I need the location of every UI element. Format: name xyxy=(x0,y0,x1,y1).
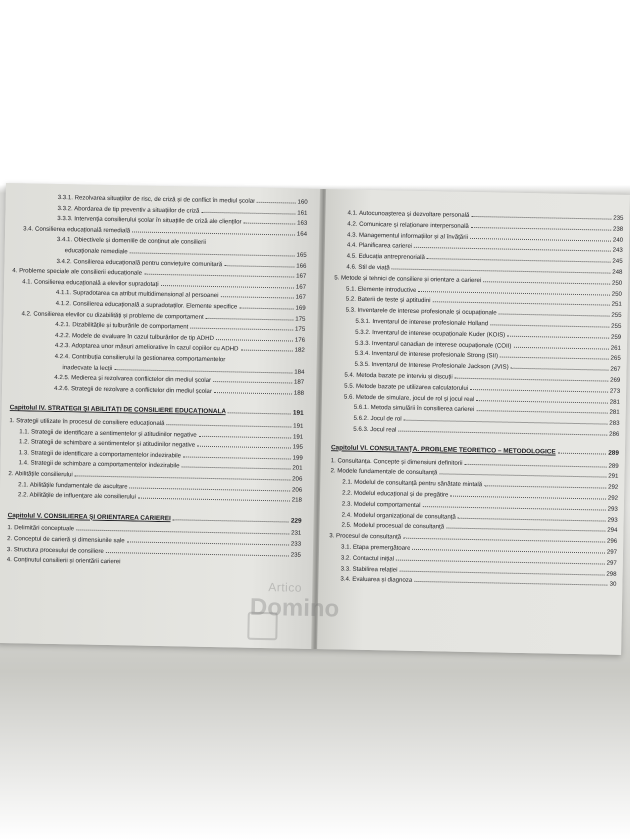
toc-page-number: 161 xyxy=(297,209,308,217)
toc-page-number: 175 xyxy=(295,325,306,333)
toc-leader-dots xyxy=(224,265,294,267)
toc-entry-title: 5. Metode și tehnici de consiliere și orientare a carierei xyxy=(334,274,482,284)
toc-entry xyxy=(347,231,623,243)
toc-page-number: 191 xyxy=(293,422,304,430)
toc-entry-title: 5.3.4. Inventarul de interese profesionale Strong (SII) xyxy=(354,350,499,360)
toc-entry-title: 1.3. Strategii de identificare a comportamentelor indezirabile xyxy=(18,449,182,460)
toc-entry-title: 4.1. Autocunoașterea și dezvoltare personală xyxy=(347,209,470,219)
toc-leader-dots xyxy=(181,467,290,470)
toc-page-number: 267 xyxy=(610,365,621,374)
toc-leader-dots xyxy=(190,328,293,331)
toc-entry-title: 3.2. Contactul inițial xyxy=(340,554,395,563)
toc-entry-title: 4.1. Consilierea educațională a elevilor supradotați xyxy=(22,278,159,288)
toc-entry xyxy=(341,565,617,577)
toc-entry-title: 2. Modele fundamentale de consultanță xyxy=(330,467,438,477)
toc-entry-title: 1. Strategii utilizate în procesul de consiliere educațională xyxy=(9,417,165,428)
toc-leader-dots xyxy=(439,474,606,478)
toc-entry xyxy=(54,385,304,397)
toc-leader-dots xyxy=(240,350,292,352)
toc-page-number: 261 xyxy=(610,344,622,352)
toc-page-number: 231 xyxy=(291,529,302,538)
toc-page-number: 240 xyxy=(612,236,624,244)
toc-page-number: 265 xyxy=(610,355,621,363)
toc-chapter-entry xyxy=(10,405,304,418)
toc-entry-title: 2.3. Modelul comportamental xyxy=(341,500,421,509)
toc-entry xyxy=(57,205,307,217)
toc-entry-title: 5.6.2. Jocul de rol xyxy=(353,414,402,423)
toc-entry-title: educaționale remediale xyxy=(64,247,128,256)
toc-leader-dots xyxy=(183,456,291,459)
toc-entry-title: 2.5. Modelul procesual de consultanță xyxy=(341,521,445,531)
toc-leader-dots xyxy=(213,381,292,384)
toc-page-number: 245 xyxy=(612,257,623,266)
toc-entry-title: 4.1.1. Supradotarea ca atribut multidimensional al persoanei xyxy=(55,289,219,300)
toc-page-number: 294 xyxy=(607,526,618,535)
toc-entry xyxy=(342,479,618,491)
toc-entry-title: 3. Structura procesului de consiliere xyxy=(6,545,104,555)
toc-page-number: 281 xyxy=(609,398,620,406)
toc-entry xyxy=(55,332,305,344)
toc-leader-dots xyxy=(414,581,607,586)
toc-page-number: 259 xyxy=(610,333,622,341)
toc-page-number: 243 xyxy=(612,247,623,255)
toc-page-number: 160 xyxy=(297,198,308,206)
toc-entry xyxy=(54,374,304,386)
toc-leader-dots xyxy=(216,339,293,341)
toc-entry-title: 3.3.2. Abordarea de tip preventiv a situațiilor de criză xyxy=(57,204,200,215)
toc-entry-title: 1. Consultanța. Concepte și dimensiuni definitorii xyxy=(330,456,463,467)
toc-page-number: 166 xyxy=(296,262,307,270)
toc-leader-dots xyxy=(500,357,609,360)
toc-page-number: 191 xyxy=(292,409,304,418)
toc-leader-dots xyxy=(403,538,605,543)
toc-entry xyxy=(56,258,306,270)
toc-entry xyxy=(340,576,616,588)
toc-entry-title: 4.2.4. Contribuția consilierului la gestionarea comportamentelor xyxy=(54,352,226,364)
toc-leader-dots xyxy=(127,541,289,545)
toc-leader-dots xyxy=(396,559,605,564)
toc-leader-dots xyxy=(471,216,611,220)
toc-entry-title: 4.2.6. Strategii de rezolvare a conflictelor din mediul școlar xyxy=(54,384,212,395)
toc-leader-dots xyxy=(130,487,290,491)
open-book xyxy=(0,183,630,655)
toc-entry xyxy=(344,372,620,384)
toc-page-number: 248 xyxy=(612,268,623,276)
toc-leader-dots xyxy=(244,223,296,225)
toc-leader-dots xyxy=(476,410,607,414)
toc-leader-dots xyxy=(499,314,610,317)
toc-entry-title: 1.2. Strategii de schimbare a sentimentelor și atitudinilor negative xyxy=(18,438,196,449)
toc-page-number: 201 xyxy=(292,464,303,473)
toc-entry xyxy=(355,329,621,341)
toc-entry-title: 4. Conținutul consilierii și orientării carierei xyxy=(6,556,121,566)
toc-page-number: 199 xyxy=(292,454,303,462)
table-of-contents-right xyxy=(326,189,630,589)
toc-entry-title: 2.1. Modelul de consultanță pentru sănătate mintală xyxy=(342,478,483,489)
toc-entry xyxy=(355,361,621,373)
toc-page-number: 286 xyxy=(609,430,620,438)
toc-entry xyxy=(57,215,307,227)
toc-leader-dots xyxy=(458,517,606,521)
toc-entry-title: 4.2.2. Modele de evaluare în cazul tulburărilor de tip ADHD xyxy=(55,331,214,342)
toc-leader-dots xyxy=(239,308,293,310)
toc-chapter-entry xyxy=(331,444,619,457)
toc-entry xyxy=(353,415,619,427)
toc-page-number: 182 xyxy=(294,346,305,355)
toc-page-number: 233 xyxy=(290,540,302,548)
toc-leader-dots xyxy=(114,369,292,373)
toc-page-number: 238 xyxy=(612,225,624,233)
toc-page-number: 297 xyxy=(606,548,618,556)
toc-page-number: 165 xyxy=(296,251,307,259)
toc-entry xyxy=(55,342,305,354)
toc-entry-title: 4.6. Stil de viață xyxy=(346,263,390,272)
toc-leader-dots xyxy=(400,570,605,575)
toc-entry xyxy=(55,321,305,333)
toc-entry-title: 2.2. Abilitățile de influențare ale consilierului xyxy=(17,491,136,501)
toc-entry-title: 5.1. Elemente introductive xyxy=(345,285,417,294)
toc-entry-title: 4.2.3. Adoptarea unor măsuri ameliorative în cazul copiilor cu ADHD xyxy=(54,342,239,353)
toc-page-number: 269 xyxy=(610,376,621,384)
toc-leader-dots xyxy=(446,528,605,532)
toc-leader-dots xyxy=(214,392,292,394)
toc-entry-title: 4.2.5. Medierea și rezolvarea conflictelor din mediul școlar xyxy=(54,374,212,385)
toc-entry xyxy=(58,194,308,206)
toc-leader-dots xyxy=(414,247,610,252)
toc-entry xyxy=(355,339,621,351)
toc-leader-dots xyxy=(257,202,295,204)
toc-page-number: 273 xyxy=(609,387,621,395)
toc-leader-dots xyxy=(138,498,290,502)
toc-entry xyxy=(353,426,619,438)
toc-page-number: 229 xyxy=(290,517,302,525)
toc-page-number: 235 xyxy=(613,214,624,222)
toc-leader-dots xyxy=(173,519,289,522)
toc-entry xyxy=(346,296,622,308)
toc-entry xyxy=(341,522,617,534)
toc-page-number: 169 xyxy=(295,304,306,312)
toc-entry-title: 2. Abilitățile consilierului xyxy=(8,470,73,479)
toc-entry-title: inadecvate la lecții xyxy=(62,363,113,372)
toc-entry xyxy=(347,242,623,254)
toc-leader-dots xyxy=(398,431,607,436)
toc-page-number: 291 xyxy=(608,473,619,481)
toc-page-number: 176 xyxy=(294,336,306,344)
toc-page-number: 281 xyxy=(609,409,620,417)
toc-leader-dots xyxy=(484,485,606,488)
toc-entry xyxy=(65,247,307,259)
toc-leader-dots xyxy=(412,549,604,554)
toc-entry xyxy=(344,382,620,394)
toc-entry xyxy=(341,544,617,556)
toc-leader-dots xyxy=(76,530,289,535)
toc-entry xyxy=(347,210,623,222)
toc-entry xyxy=(354,404,620,416)
toc-leader-dots xyxy=(432,302,609,306)
toc-entry-title: 3.3. Stabilirea relației xyxy=(340,565,398,574)
toc-entry-title: 4.2. Consilierea elevilor cu dizabilități și probleme de comportament xyxy=(21,309,204,321)
toc-leader-dots xyxy=(404,420,608,425)
toc-entry-title: 3.3.1. Rezolvarea situațiilor de risc, de criză și de conflict în mediul școlar xyxy=(57,193,256,205)
toc-entry xyxy=(346,264,622,276)
toc-entry-title: 5.3.5. Inventarul de Interese Profesionale Jackson (JVIS) xyxy=(354,360,509,371)
toc-leader-dots xyxy=(507,335,609,338)
toc-entry-title: 5.5. Metode bazate pe utilizarea calculatorului xyxy=(344,382,469,392)
toc-leader-dots xyxy=(471,227,611,231)
toc-leader-dots xyxy=(206,317,294,320)
toc-entry xyxy=(56,300,306,312)
toc-leader-dots xyxy=(201,211,295,214)
toc-entry-title: Capitolul IV. STRATEGII ȘI ABILITĂȚI DE CONSILIERE EDUCAȚIONALĂ xyxy=(9,404,227,416)
toc-page-number: 255 xyxy=(611,311,622,320)
toc-page-number: 292 xyxy=(607,494,619,502)
toc-entry xyxy=(346,285,622,297)
toc-entry xyxy=(344,393,620,405)
toc-page-number: 283 xyxy=(609,419,620,428)
toc-entry-title: 5.3.3. Inventarul canadian de interese ocupaționale (COII) xyxy=(354,339,512,350)
toc-page-number: 206 xyxy=(292,475,303,483)
toc-leader-dots xyxy=(513,346,608,349)
toc-entry-title: 2.2. Modelul educațional și de pregătire xyxy=(342,489,449,499)
toc-entry xyxy=(347,253,623,265)
toc-leader-dots xyxy=(197,446,291,449)
toc-leader-dots xyxy=(418,291,609,296)
toc-page-number: 195 xyxy=(292,443,304,451)
toc-entry xyxy=(18,491,302,503)
toc-leader-dots xyxy=(476,400,607,404)
toc-entry-title: 3. Procesul de consultanță xyxy=(329,532,402,541)
toc-entry-title: 5.2. Baterii de teste și aptitudini xyxy=(345,295,431,305)
toc-entry-title: 5.3.2. Inventarul de interese ocupaționale Kuder (KOIS) xyxy=(355,328,506,339)
toc-entry-title: 5.3. Inventarele de interese profesionale și ocupaționale xyxy=(345,306,497,317)
toc-leader-dots xyxy=(106,552,289,557)
toc-leader-dots xyxy=(455,378,608,382)
toc-page-number: 293 xyxy=(607,505,618,513)
toc-entry-title: 5.4. Metoda bazate pe interviu și discuții xyxy=(344,371,453,381)
toc-entry-title: 3.1. Etapa premergătoare xyxy=(341,543,411,552)
toc-leader-dots xyxy=(199,435,291,438)
toc-leader-dots xyxy=(228,413,291,415)
toc-leader-dots xyxy=(75,475,290,480)
toc-entry-title: 4.3. Managementul informațiilor și al învățării xyxy=(347,231,469,241)
toc-page-number: 292 xyxy=(608,483,619,491)
toc-entry-title: 4.2. Comunicare și relaționare interpersonală xyxy=(347,220,469,230)
toc-page-number: 218 xyxy=(291,496,303,504)
toc-page-number: 191 xyxy=(292,433,304,441)
toc-leader-dots xyxy=(392,268,610,273)
toc-entry-title: 1. Delimitări conceptuale xyxy=(7,524,75,533)
toc-entry-title: 4. Probleme speciale ale consilierii educaționale xyxy=(12,267,143,277)
toc-entry xyxy=(346,307,622,319)
toc-entry xyxy=(342,511,618,523)
toc-entry-title: 3.4. Consilierea educațională remedială xyxy=(23,225,131,235)
right-page xyxy=(317,189,630,655)
toc-page-number: 296 xyxy=(606,537,618,545)
toc-leader-dots xyxy=(167,424,292,427)
toc-entry xyxy=(355,350,621,362)
toc-page-number: 167 xyxy=(296,272,307,280)
toc-entry xyxy=(329,532,617,545)
toc-page-number: 298 xyxy=(606,570,617,578)
toc-leader-dots xyxy=(450,496,605,500)
toc-leader-dots xyxy=(464,463,606,467)
toc-page-number: 175 xyxy=(295,315,306,323)
toc-leader-dots xyxy=(490,324,609,327)
toc-chapter-entry xyxy=(8,512,302,525)
toc-page-number: 188 xyxy=(293,389,305,397)
toc-entry-title: 3.4.2. Consilierea educațională pentru conviețuire comunitară xyxy=(56,257,223,268)
toc-page-number: 167 xyxy=(295,283,307,291)
toc-page-number: 164 xyxy=(296,230,308,238)
toc-page-number: 235 xyxy=(290,551,301,559)
toc-entry-title: 5.6.3. Jocul real xyxy=(353,425,397,434)
toc-leader-dots xyxy=(558,452,607,454)
toc-entry-title: 5.3.1. Inventarul de interese profesionale Holland xyxy=(355,317,489,328)
toc-leader-dots xyxy=(511,368,609,371)
toc-page-number: 255 xyxy=(611,322,622,330)
toc-page-number: 293 xyxy=(607,516,618,524)
left-page xyxy=(0,183,322,649)
toc-page-number: 297 xyxy=(606,559,617,567)
toc-leader-dots xyxy=(144,274,294,278)
toc-entry xyxy=(342,490,618,502)
toc-entry xyxy=(341,554,617,566)
toc-leader-dots xyxy=(470,389,608,393)
toc-entry-title: 1.4. Strategii de schimbare a comportamentelor indezirabile xyxy=(18,459,180,470)
toc-page-number: 289 xyxy=(608,462,619,470)
toc-leader-dots xyxy=(427,258,611,263)
toc-entry-title: Capitolul V. CONSILIEREA ȘI ORIENTAREA CARIEREI xyxy=(7,511,171,523)
toc-page-number: 184 xyxy=(294,368,305,376)
toc-entry-title: 3.4.1. Obiectivele și domeniile de conținut ale consilierii xyxy=(56,236,207,247)
toc-entry-title: 2.1. Abilitățile fundamentale de ascultare xyxy=(18,480,128,490)
toc-page-number: 187 xyxy=(293,378,305,386)
toc-entry xyxy=(355,318,621,330)
toc-entry xyxy=(56,289,306,301)
toc-leader-dots xyxy=(220,297,293,299)
toc-page-number: 251 xyxy=(611,301,622,309)
toc-entry-title: 5.6. Metode de simulare, jocul de rol și jocul real xyxy=(343,393,475,403)
toc-entry xyxy=(57,236,307,248)
toc-entry xyxy=(347,220,623,232)
toc-entry-title: 3.4. Evaluarea și diagnoza xyxy=(340,575,413,585)
toc-entry xyxy=(55,353,305,365)
toc-leader-dots xyxy=(470,238,611,242)
toc-entry-title: 2. Conceptul de carieră și dimensiunile sale xyxy=(7,535,125,545)
toc-entry xyxy=(342,500,618,512)
toc-entry-title: 4.1.2. Consilierea educațională a supradotaților. Elemente specifice xyxy=(55,299,238,311)
toc-entry-title: 5.6.1. Metoda simulării în consilierea carierei xyxy=(353,404,475,414)
toc-entry-title: 1.1. Strategii de identificare a sentimentelor și atitudinilor negative xyxy=(19,427,197,439)
toc-entry-title: 4.4. Planificarea carierei xyxy=(346,241,413,251)
toc-leader-dots xyxy=(422,506,605,511)
toc-leader-dots xyxy=(483,281,610,284)
watermark-line2: Domino xyxy=(249,593,340,623)
toc-entry-title: 3.3.3. Intervenția consilierului școlar în situațiile de criză ale clienților xyxy=(57,215,242,226)
toc-leader-dots xyxy=(161,285,294,289)
table-of-contents-left xyxy=(6,183,322,566)
toc-page-number: 289 xyxy=(608,449,619,457)
toc-entry xyxy=(62,364,304,376)
toc-entry-title: 4.5. Educația antreprenorială xyxy=(346,252,425,262)
toc-entry-title: Capitolul VI. CONSULTANȚA. PROBLEME TEORETICO – METODOLOGICE xyxy=(330,444,556,456)
toc-entry xyxy=(7,556,301,569)
toc-page-number: 250 xyxy=(611,290,623,298)
toc-page-number: 163 xyxy=(297,219,308,227)
toc-page-number: 30 xyxy=(609,581,617,589)
toc-page-number: 206 xyxy=(291,486,303,494)
watermark-line1: Artico xyxy=(268,580,303,595)
toc-leader-dots xyxy=(130,252,295,256)
toc-page-number: 250 xyxy=(611,279,623,287)
toc-page-number: 167 xyxy=(295,293,306,302)
toc-entry-title: 4.2.1. Dizabilitățile și tulburările de comportament xyxy=(55,321,189,331)
toc-leader-dots xyxy=(132,231,295,235)
toc-entry-title: 2.4. Modelul organizațional de consultanță xyxy=(341,511,456,521)
